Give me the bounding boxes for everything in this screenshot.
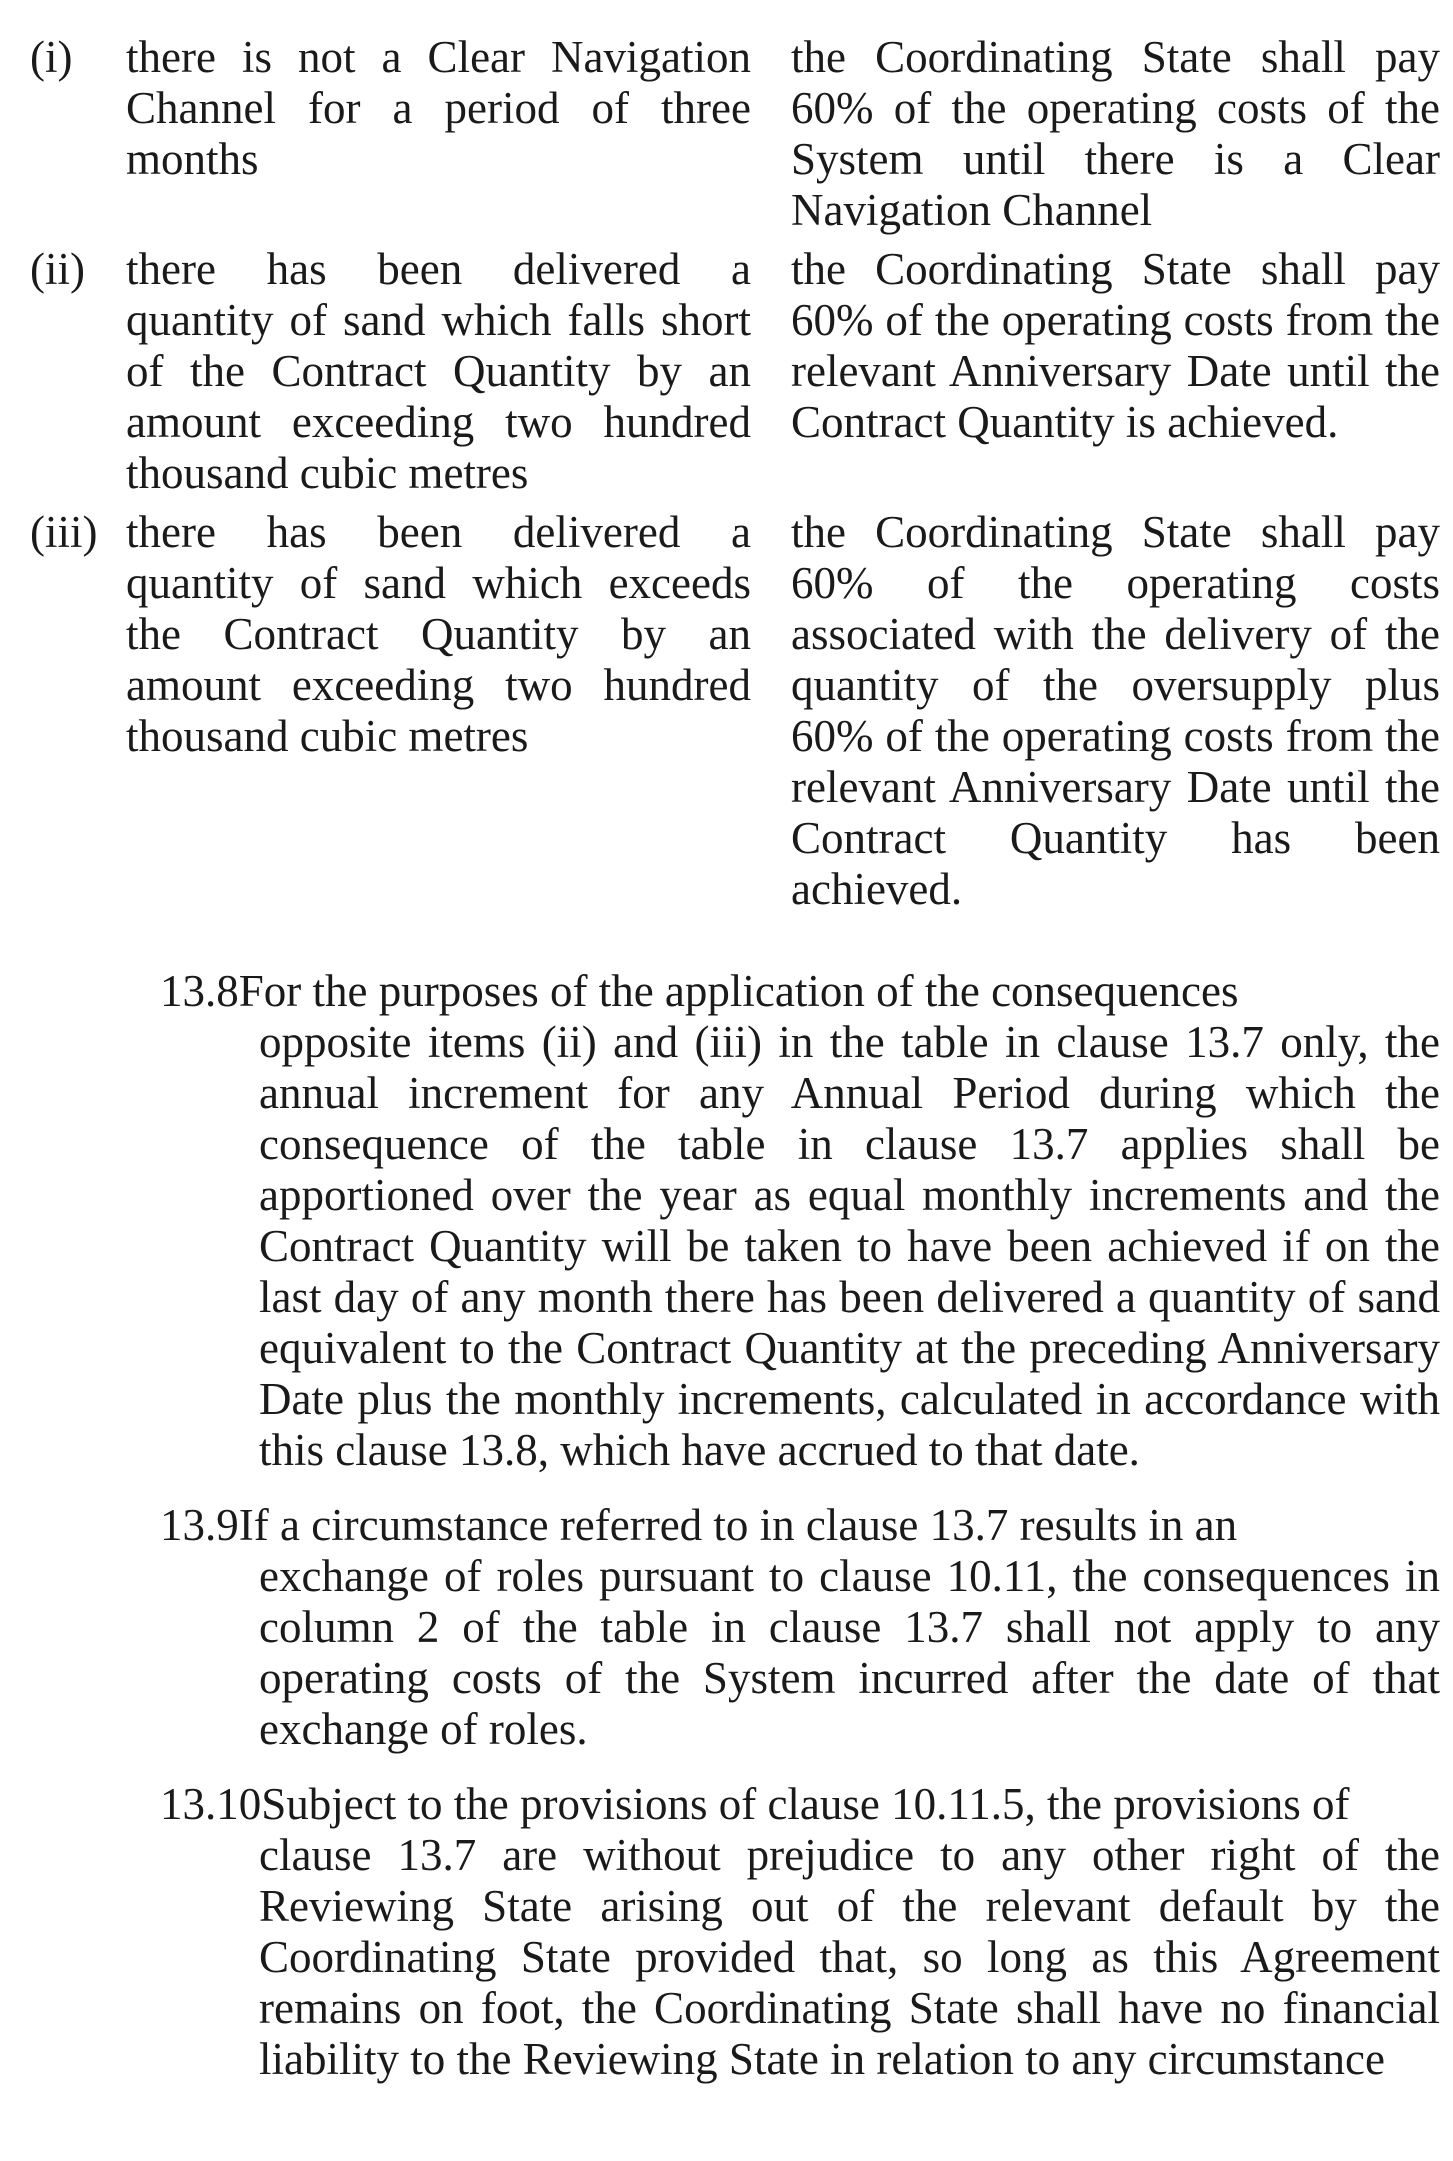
clause-13-9	[160, 1500, 1440, 1755]
clause-number: 13.9	[160, 1500, 239, 1550]
consequences-table	[30, 32, 1440, 915]
table-row	[30, 507, 1440, 915]
row-circumstance: there is not a Clear Navigation Channel for a period of three months	[126, 32, 751, 184]
row-consequence: the Coordinating State shall pay 60% of the operating costs from the relevant Anniversary Date until the Contract Quantity is achieved.	[791, 244, 1440, 447]
row-circumstance: there has been delivered a quantity of sand which exceeds the Contract Quantity by an amount exceeding two hundred thousand cubic metres	[126, 507, 751, 761]
row-number: (iii)	[30, 507, 98, 557]
clause-list	[160, 966, 1440, 2085]
clause-number: 13.10	[160, 1779, 262, 1829]
clause-lead-text: For the purposes of the application of the consequences	[238, 966, 1239, 1016]
clause-13-8	[160, 966, 1440, 1476]
clause-first-line	[160, 966, 1440, 1017]
row-consequence: the Coordinating State shall pay 60% of the operating costs associated with the delivery of the quantity of the oversupply plus 60% of the operating costs from the relevant Anniversary Date until the Contract Quantity has been achieved.	[791, 507, 1440, 914]
row-number: (ii)	[30, 244, 85, 294]
clause-first-line	[160, 1779, 1440, 1830]
clause-body: opposite items (ii) and (iii) in the table in clause 13.7 only, the annual increment for any Annual Period during which the consequence of the table in clause 13.7 applies shall be apportioned over the year as equal monthly increments and the Contract Quantity will be taken to have been achieved if on the last day of any month there has been delivered a quantity of sand equivalent to the Contract Quantity at the preceding Anniversary Date plus the monthly increments, calculated in accordance with this clause 13.8, which have accrued to that date.	[259, 1017, 1440, 1475]
table-row	[30, 244, 1440, 499]
clause-lead-text: Subject to the provisions of clause 10.11.5, the provisions of	[261, 1779, 1350, 1829]
clause-body: exchange of roles pursuant to clause 10.11, the consequences in column 2 of the table in clause 13.7 shall not apply to any operating costs of the System incurred after the date of that exchange of roles.	[259, 1551, 1440, 1754]
clause-lead-text: If a circumstance referred to in clause 13.7 results in an	[238, 1500, 1238, 1550]
row-consequence: the Coordinating State shall pay 60% of the operating costs of the System until there is a Clear Navigation Channel	[791, 32, 1440, 235]
clause-first-line	[160, 1500, 1440, 1551]
clause-13-10	[160, 1779, 1440, 2085]
table-row	[30, 32, 1440, 236]
clause-number: 13.8	[160, 966, 239, 1016]
row-number: (i)	[30, 32, 73, 82]
row-circumstance: there has been delivered a quantity of sand which falls short of the Contract Quantity by an amount exceeding two hundred thousand cubic metres	[126, 244, 751, 498]
clause-body: clause 13.7 are without prejudice to any other right of the Reviewing State arising out of the relevant default by the Coordinating State provided that, so long as this Agreement remains on foot, the Coordinating State shall have no financial liability to the Reviewing State in relation to any circumstance	[259, 1830, 1440, 2084]
